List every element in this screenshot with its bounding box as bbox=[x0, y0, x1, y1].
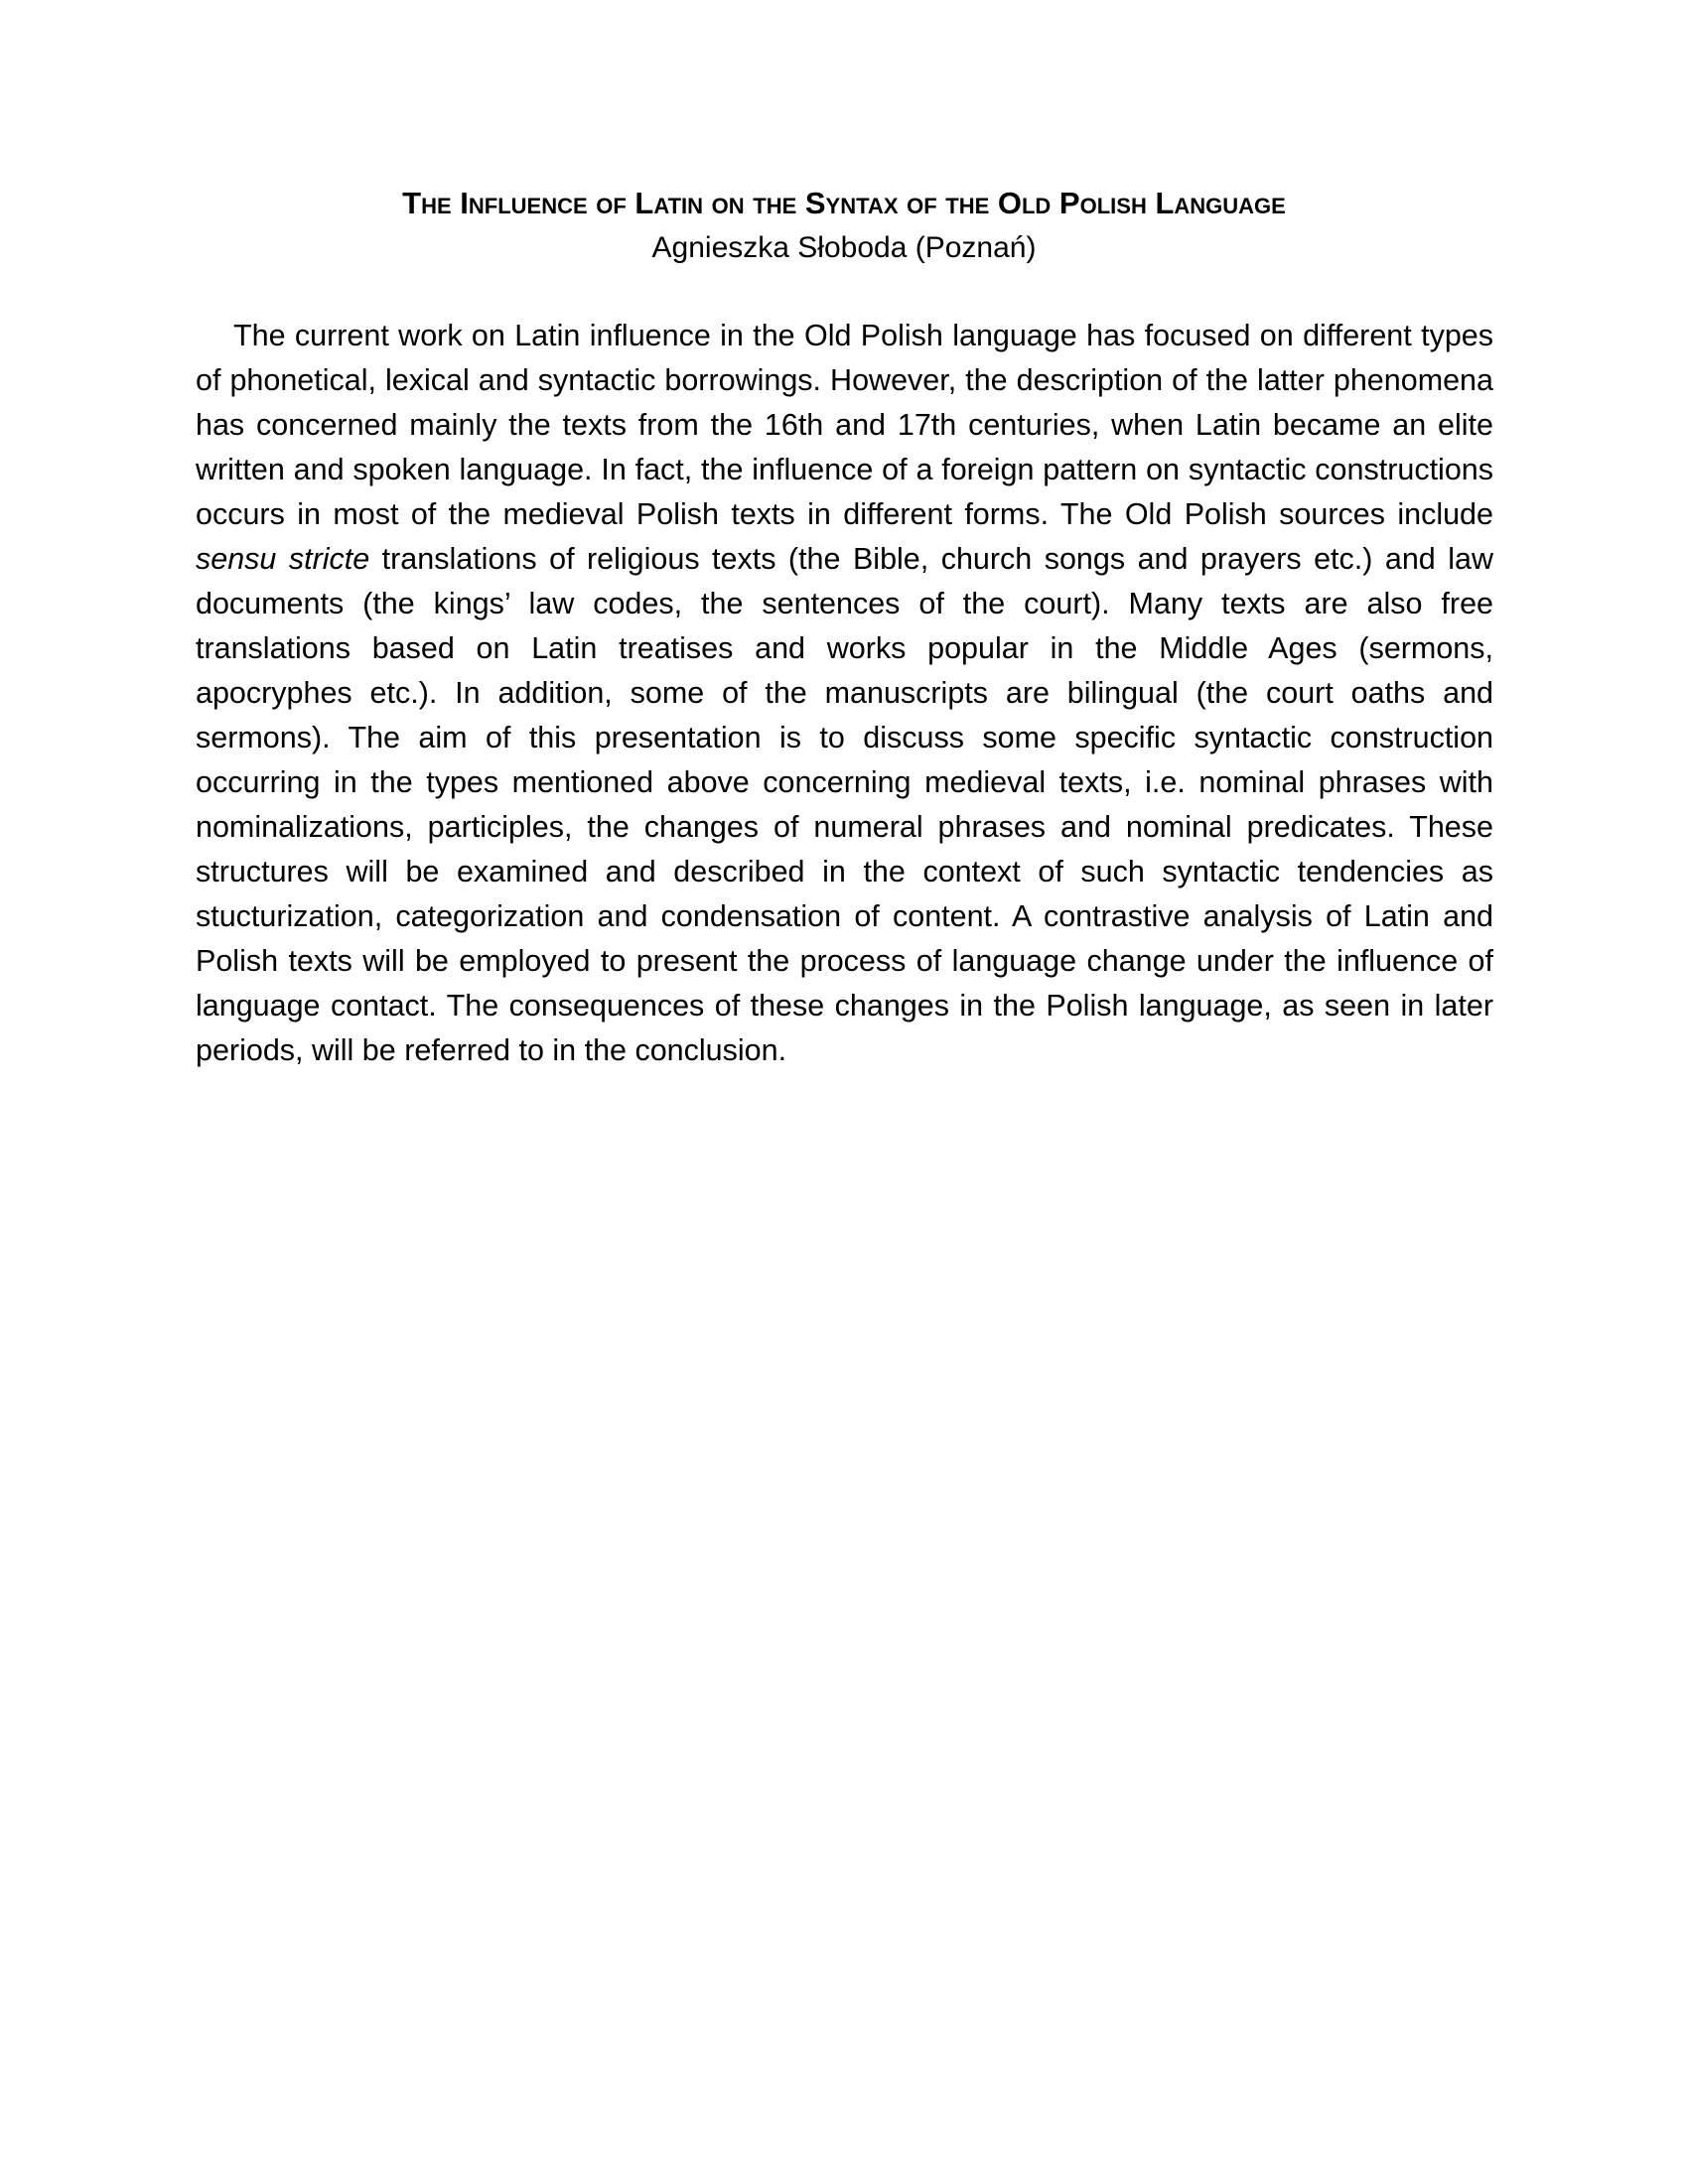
author-line: Agnieszka Słoboda (Poznań) bbox=[651, 231, 1037, 264]
abstract-paragraph bbox=[196, 314, 1493, 1073]
paragraph-text-segment-2: translations of religious texts (the Bible, church songs and prayers etc.) and law documents (the kings’ law codes, the sentences of the court). Many texts are also free translations based on Latin treatises and works popular in the Middle Ages (sermons, apocryphes etc.). In addition, some of the manuscripts are bilingual (the court oaths and sermons). The aim of this presentation is to discuss some specific syntactic construction occurring in the types mentioned above concerning medieval texts, i.e. nominal phrases with nominalizations, participles, the changes of numeral phrases and nominal predicates. These structures will be examined and described in the context of such syntactic tendencies as stucturization, categorization and condensation of content. A contrastive analysis of Latin and Polish texts will be employed to present the process of language change under the influence of language contact. The consequences of these changes in the Polish language, as seen in later periods, will be referred to in the conclusion. bbox=[196, 542, 1493, 1067]
document-title: The Influence of Latin on the Syntax of the Old Polish Language bbox=[402, 186, 1286, 220]
paragraph-text-segment-1: The current work on Latin influence in the Old Polish language has focused on different types of phonetical, lexical and syntactic borrowings. However, the description of the latter phenomena has concerned mainly the texts from the 16th and 17th centuries, when Latin became an elite written and spoken language. In fact, the influence of a foreign pattern on syntactic constructions occurs in most of the medieval Polish texts in different forms. The Old Polish sources include bbox=[196, 319, 1493, 531]
italic-latin-phrase: sensu stricte bbox=[196, 542, 370, 576]
